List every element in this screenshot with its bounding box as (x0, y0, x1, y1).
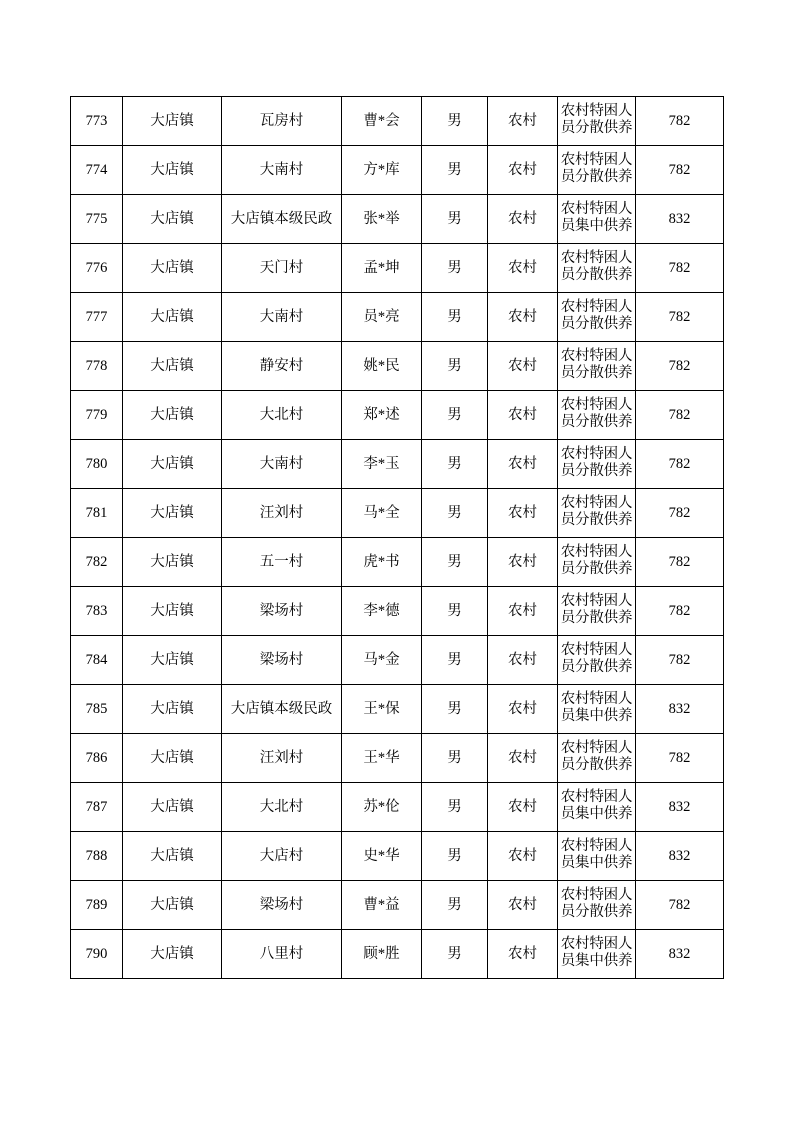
cell-village: 大店镇本级民政 (222, 685, 342, 734)
cell-village: 五一村 (222, 538, 342, 587)
cell-household-type: 农村 (488, 881, 558, 930)
cell-seq: 785 (71, 685, 123, 734)
cell-town: 大店镇 (123, 930, 222, 979)
cell-gender: 男 (422, 734, 488, 783)
cell-amount: 782 (636, 734, 724, 783)
cell-seq: 775 (71, 195, 123, 244)
cell-seq: 774 (71, 146, 123, 195)
table-row (71, 195, 724, 244)
cell-amount: 832 (636, 685, 724, 734)
cell-town: 大店镇 (123, 489, 222, 538)
cell-household-type: 农村 (488, 244, 558, 293)
category-text: 农村特困人员分散供养 (560, 446, 633, 479)
cell-town: 大店镇 (123, 342, 222, 391)
category-text: 农村特困人员分散供养 (560, 740, 633, 773)
cell-category (558, 244, 636, 293)
cell-category (558, 489, 636, 538)
cell-gender: 男 (422, 489, 488, 538)
cell-household-type: 农村 (488, 685, 558, 734)
cell-gender: 男 (422, 342, 488, 391)
cell-household-type: 农村 (488, 587, 558, 636)
category-text: 农村特困人员分散供养 (560, 495, 633, 528)
cell-category (558, 195, 636, 244)
cell-category (558, 587, 636, 636)
cell-household-type: 农村 (488, 146, 558, 195)
category-text: 农村特困人员分散供养 (560, 642, 633, 675)
cell-seq: 787 (71, 783, 123, 832)
cell-amount: 782 (636, 342, 724, 391)
cell-town: 大店镇 (123, 195, 222, 244)
cell-name: 马*金 (342, 636, 422, 685)
cell-seq: 790 (71, 930, 123, 979)
cell-village: 瓦房村 (222, 97, 342, 146)
category-text: 农村特困人员分散供养 (560, 593, 633, 626)
cell-village: 梁场村 (222, 881, 342, 930)
cell-town: 大店镇 (123, 293, 222, 342)
cell-household-type: 农村 (488, 734, 558, 783)
cell-category (558, 881, 636, 930)
cell-town: 大店镇 (123, 881, 222, 930)
category-text: 农村特困人员集中供养 (560, 691, 633, 724)
cell-village: 梁场村 (222, 636, 342, 685)
cell-village: 梁场村 (222, 587, 342, 636)
cell-name: 员*亮 (342, 293, 422, 342)
cell-village: 大南村 (222, 440, 342, 489)
cell-town: 大店镇 (123, 636, 222, 685)
category-text: 农村特困人员分散供养 (560, 299, 633, 332)
cell-town: 大店镇 (123, 832, 222, 881)
cell-town: 大店镇 (123, 97, 222, 146)
cell-gender: 男 (422, 440, 488, 489)
cell-category (558, 391, 636, 440)
cell-name: 顾*胜 (342, 930, 422, 979)
cell-amount: 782 (636, 489, 724, 538)
cell-amount: 782 (636, 881, 724, 930)
table-row (71, 832, 724, 881)
cell-category (558, 146, 636, 195)
cell-town: 大店镇 (123, 783, 222, 832)
table-row (71, 293, 724, 342)
cell-amount: 832 (636, 195, 724, 244)
cell-category (558, 783, 636, 832)
cell-gender: 男 (422, 930, 488, 979)
cell-name: 方*库 (342, 146, 422, 195)
cell-category (558, 930, 636, 979)
cell-seq: 776 (71, 244, 123, 293)
cell-gender: 男 (422, 783, 488, 832)
cell-seq: 779 (71, 391, 123, 440)
cell-village: 天门村 (222, 244, 342, 293)
category-text: 农村特困人员集中供养 (560, 838, 633, 871)
cell-amount: 782 (636, 97, 724, 146)
cell-gender: 男 (422, 587, 488, 636)
table-row (71, 146, 724, 195)
cell-village: 大北村 (222, 783, 342, 832)
table-row (71, 783, 724, 832)
cell-household-type: 农村 (488, 636, 558, 685)
cell-seq: 782 (71, 538, 123, 587)
cell-category (558, 97, 636, 146)
cell-gender: 男 (422, 636, 488, 685)
cell-gender: 男 (422, 146, 488, 195)
table-row (71, 930, 724, 979)
cell-category (558, 538, 636, 587)
cell-town: 大店镇 (123, 440, 222, 489)
category-text: 农村特困人员分散供养 (560, 397, 633, 430)
cell-town: 大店镇 (123, 538, 222, 587)
cell-name: 郑*述 (342, 391, 422, 440)
cell-amount: 782 (636, 391, 724, 440)
cell-name: 王*华 (342, 734, 422, 783)
cell-name: 虎*书 (342, 538, 422, 587)
cell-amount: 782 (636, 440, 724, 489)
category-text: 农村特困人员分散供养 (560, 152, 633, 185)
table-row (71, 636, 724, 685)
cell-village: 八里村 (222, 930, 342, 979)
cell-village: 大店村 (222, 832, 342, 881)
table-row (71, 685, 724, 734)
cell-household-type: 农村 (488, 391, 558, 440)
table-row (71, 587, 724, 636)
cell-seq: 781 (71, 489, 123, 538)
category-text: 农村特困人员集中供养 (560, 936, 633, 969)
cell-seq: 784 (71, 636, 123, 685)
cell-gender: 男 (422, 881, 488, 930)
cell-amount: 782 (636, 146, 724, 195)
category-text: 农村特困人员分散供养 (560, 250, 633, 283)
cell-category (558, 342, 636, 391)
cell-household-type: 农村 (488, 489, 558, 538)
cell-village: 大南村 (222, 293, 342, 342)
cell-household-type: 农村 (488, 342, 558, 391)
cell-village: 汪刘村 (222, 734, 342, 783)
table-row (71, 391, 724, 440)
cell-category (558, 440, 636, 489)
cell-name: 姚*民 (342, 342, 422, 391)
cell-name: 李*德 (342, 587, 422, 636)
cell-name: 李*玉 (342, 440, 422, 489)
table-row (71, 244, 724, 293)
cell-household-type: 农村 (488, 97, 558, 146)
cell-seq: 777 (71, 293, 123, 342)
cell-seq: 778 (71, 342, 123, 391)
cell-gender: 男 (422, 195, 488, 244)
category-text: 农村特困人员分散供养 (560, 887, 633, 920)
cell-amount: 832 (636, 930, 724, 979)
table-row (71, 538, 724, 587)
cell-village: 大南村 (222, 146, 342, 195)
cell-name: 苏*伦 (342, 783, 422, 832)
cell-village: 大店镇本级民政 (222, 195, 342, 244)
cell-gender: 男 (422, 832, 488, 881)
category-text: 农村特困人员分散供养 (560, 103, 633, 136)
cell-village: 静安村 (222, 342, 342, 391)
table-row (71, 342, 724, 391)
cell-amount: 782 (636, 636, 724, 685)
cell-gender: 男 (422, 97, 488, 146)
cell-town: 大店镇 (123, 685, 222, 734)
cell-gender: 男 (422, 685, 488, 734)
cell-seq: 773 (71, 97, 123, 146)
table-row (71, 881, 724, 930)
cell-category (558, 734, 636, 783)
table-body (71, 97, 724, 979)
cell-village: 大北村 (222, 391, 342, 440)
cell-name: 史*华 (342, 832, 422, 881)
cell-town: 大店镇 (123, 391, 222, 440)
cell-household-type: 农村 (488, 195, 558, 244)
cell-gender: 男 (422, 293, 488, 342)
cell-town: 大店镇 (123, 244, 222, 293)
cell-name: 曹*益 (342, 881, 422, 930)
cell-category (558, 832, 636, 881)
cell-amount: 832 (636, 832, 724, 881)
category-text: 农村特困人员分散供养 (560, 544, 633, 577)
cell-household-type: 农村 (488, 783, 558, 832)
cell-gender: 男 (422, 538, 488, 587)
cell-amount: 782 (636, 538, 724, 587)
cell-household-type: 农村 (488, 440, 558, 489)
category-text: 农村特困人员集中供养 (560, 201, 633, 234)
cell-name: 孟*坤 (342, 244, 422, 293)
cell-seq: 780 (71, 440, 123, 489)
cell-category (558, 685, 636, 734)
table-row (71, 97, 724, 146)
cell-name: 曹*会 (342, 97, 422, 146)
cell-town: 大店镇 (123, 734, 222, 783)
cell-seq: 786 (71, 734, 123, 783)
cell-town: 大店镇 (123, 146, 222, 195)
cell-amount: 782 (636, 293, 724, 342)
table-row (71, 440, 724, 489)
beneficiary-table (70, 96, 724, 979)
category-text: 农村特困人员分散供养 (560, 348, 633, 381)
cell-category (558, 636, 636, 685)
category-text: 农村特困人员集中供养 (560, 789, 633, 822)
cell-name: 马*全 (342, 489, 422, 538)
cell-town: 大店镇 (123, 587, 222, 636)
cell-amount: 782 (636, 587, 724, 636)
table-row (71, 489, 724, 538)
cell-household-type: 农村 (488, 930, 558, 979)
cell-household-type: 农村 (488, 293, 558, 342)
cell-name: 张*举 (342, 195, 422, 244)
cell-name: 王*保 (342, 685, 422, 734)
cell-amount: 832 (636, 783, 724, 832)
cell-household-type: 农村 (488, 538, 558, 587)
cell-seq: 789 (71, 881, 123, 930)
cell-category (558, 293, 636, 342)
cell-village: 汪刘村 (222, 489, 342, 538)
table-row (71, 734, 724, 783)
cell-amount: 782 (636, 244, 724, 293)
cell-gender: 男 (422, 391, 488, 440)
cell-household-type: 农村 (488, 832, 558, 881)
cell-seq: 783 (71, 587, 123, 636)
cell-seq: 788 (71, 832, 123, 881)
cell-gender: 男 (422, 244, 488, 293)
